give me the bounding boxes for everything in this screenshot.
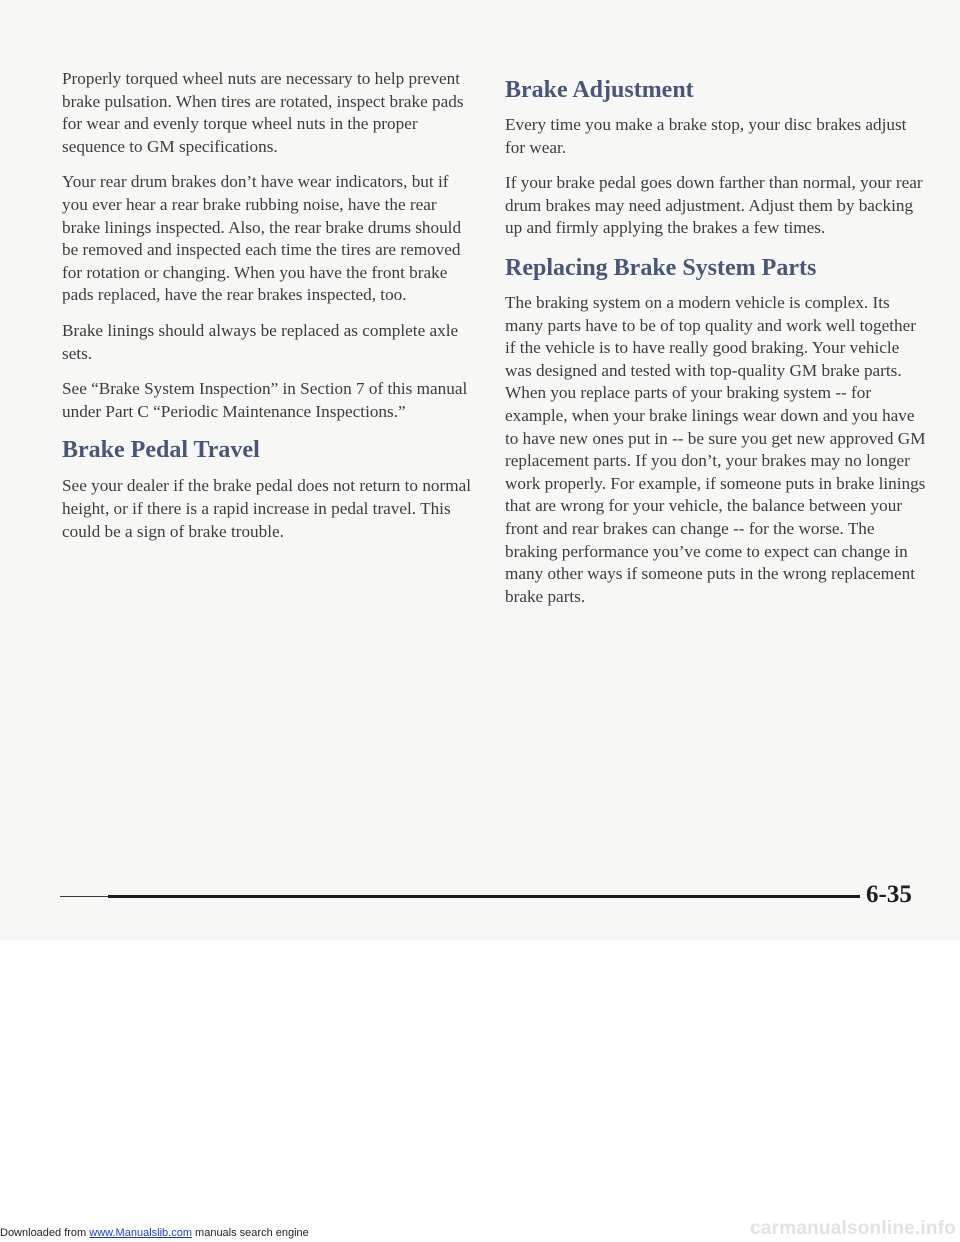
manualslib-link[interactable]: www.Manualslib.com [89,1227,192,1239]
right-column [505,68,930,621]
heading-brake-adjustment: Brake Adjustment [505,77,694,103]
watermark: carmanualsonline.info [750,1218,956,1239]
heading-replacing-brake-parts: Replacing Brake System Parts [505,254,817,281]
heading-brake-pedal-travel: Brake Pedal Travel [62,437,260,464]
left-column [62,68,474,556]
paragraph-pedal-adjustment: If your brake pedal goes down farther than normal, your rear drum brakes may need adjustment. Adjust them by backing up and firmly applying the brakes a few times. [505,173,923,238]
paragraph-disc-brakes: Every time you make a brake stop, your disc brakes adjust for wear. [505,115,907,157]
paragraph-rear-drum-brakes: Your rear drum brakes don’t have wear indicators, but if you ever hear a rear brake rubbing noise, have the rear brake linings inspected. Also, the rear brake drums should be removed and inspected each time the tires are removed for rotation or changing. When you have the front brake pads replaced, have the rear brakes inspected, too. [62,172,462,305]
footer-rule [108,895,860,898]
page-number: 6-35 [866,881,912,908]
paragraph-braking-system: The braking system on a modern vehicle is complex. Its many parts have to be of top quality and work well together if the vehicle is to have really good braking. Your vehicle was designed and tested with top-quality GM brake parts. When you replace parts of your braking system -- for example, when your brake linings wear down and you have to have new ones put in -- be sure you get new approved GM replacement parts. If you don’t, your brakes may no longer work properly. For example, if someone puts in brake linings that are wrong for your vehicle, the balance between your front and rear brakes can change -- for the worse. The braking performance you’ve come to expect can change in many other ways if someone puts in the wrong replacement brake parts. [505,292,926,606]
download-footer [0,1227,309,1240]
paragraph-wheel-nuts: Properly torqued wheel nuts are necessary to help prevent brake pulsation. When tires are rotated, inspect brake pads for wear and evenly torque wheel nuts in the proper sequence to GM specifications. [62,69,464,156]
paragraph-see-inspection: See “Brake System Inspection” in Section 7 of this manual under Part C “Periodic Maintenance Inspections.” [62,379,468,421]
footer-suffix: manuals search engine [191,1227,309,1239]
paragraph-brake-linings: Brake linings should always be replaced as complete axle sets. [62,320,459,363]
paragraph-pedal-travel: See your dealer if the brake pedal does not return to normal height, or if there is a rapid increase in pedal travel. This could be a sign of brake trouble. [62,476,472,541]
footer-prefix: Downloaded from [0,1227,90,1239]
